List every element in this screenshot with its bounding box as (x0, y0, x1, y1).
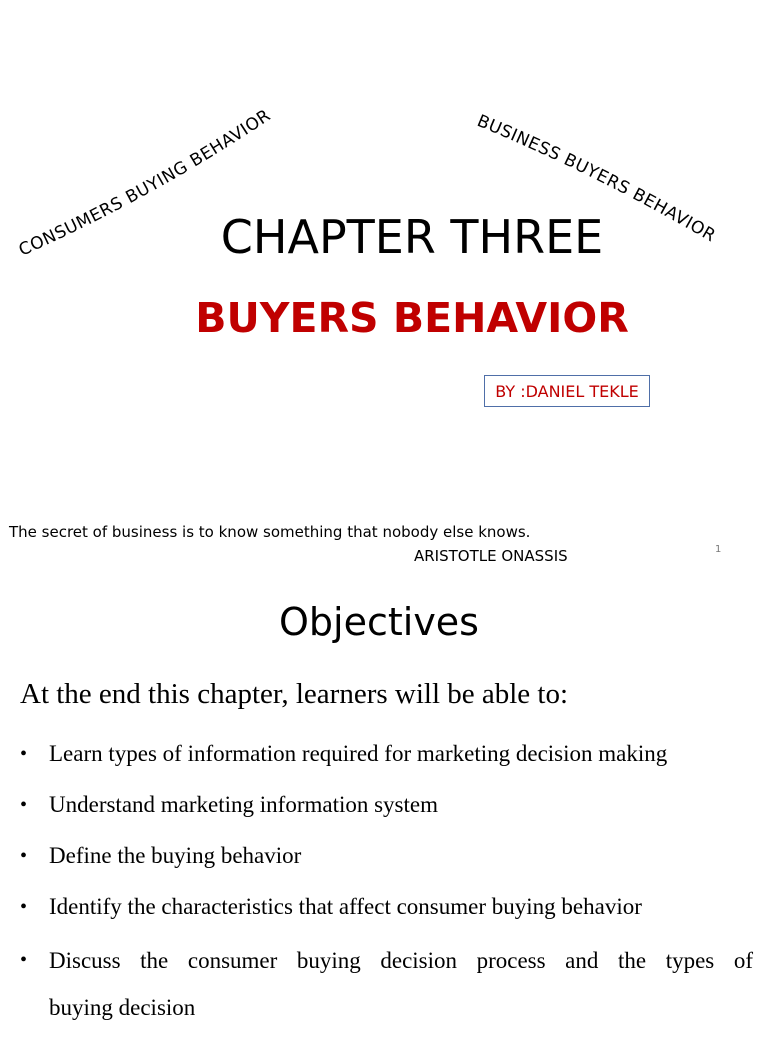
list-item (20, 784, 753, 826)
list-item-text: Define the buying behavior (49, 843, 302, 868)
list-item-text: Learn types of information required for marketing decision making (49, 741, 668, 766)
bullet-icon: • (20, 949, 28, 971)
author-box (484, 375, 650, 407)
bullet-icon: • (20, 794, 28, 816)
list-item-text: Identify the characteristics that affect consumer buying behavior (49, 894, 642, 919)
bullet-icon: • (20, 743, 28, 765)
quote-text: The secret of business is to know something that nobody else knows. (9, 523, 531, 541)
objectives-list (20, 733, 753, 1040)
list-item (20, 937, 753, 1031)
quote-author: ARISTOTLE ONASSIS (414, 547, 568, 565)
author-label: BY :DANIEL TEKLE (495, 381, 639, 401)
curved-text-business: BUSINESS BUYERS BEHAVIOR (474, 111, 720, 247)
list-item (20, 835, 753, 877)
bullet-icon: • (20, 896, 28, 918)
slide-subtitle: BUYERS BEHAVIOR (195, 294, 629, 342)
objectives-intro: At the end this chapter, learners will be able to: (20, 678, 569, 710)
bullet-icon: • (20, 845, 28, 867)
list-item-text-continued: buying decision (49, 995, 196, 1020)
list-item (20, 886, 753, 928)
list-item-text: Discuss the consumer buying decision process and the types of (49, 948, 753, 973)
list-item (20, 733, 753, 775)
page-number: 1 (715, 544, 722, 555)
objectives-title: Objectives (279, 600, 479, 644)
chapter-title: CHAPTER THREE (220, 210, 604, 264)
curved-text-consumers: CONSUMERS BUYING BEHAVIOR (15, 105, 275, 261)
list-item-text: Understand marketing information system (49, 792, 439, 817)
